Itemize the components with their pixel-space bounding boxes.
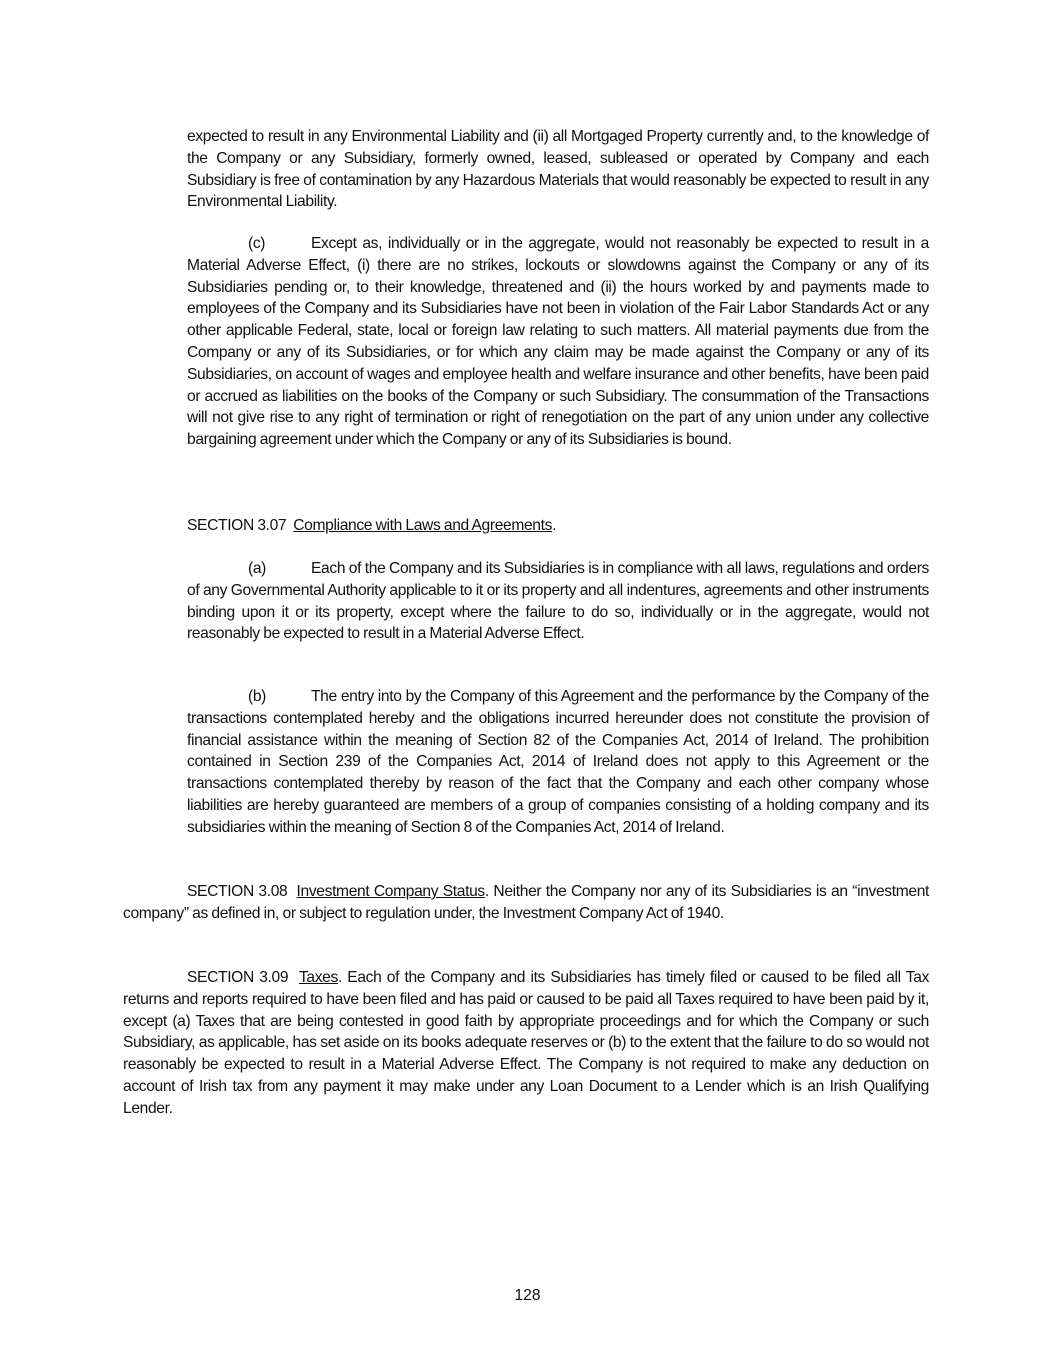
section-text: . Each of the Company and its Subsidiaries has timely filed or caused to be filed all Tax returns and reports required to have been filed and has paid or caused to be paid all Taxes required to have been paid by it, except (a) Taxes that are being contested in good faith by appropriate proceedings and for which the Company or such Subsidiary, as applicable, has set aside on its books adequate reserves or (b) to the extent that the failure to do so would not reasonably be expected to result in a Material Adverse Effect. The Company is not required to make any deduction on account of Irish tax from any payment it may make under any Loan Document to a Lender which is an Irish Qualifying Lender. — [123, 969, 930, 1117]
page-number: 128 — [514, 1287, 541, 1304]
section-title: Investment Company Status — [296, 883, 485, 900]
paragraph-text: Except as, individually or in the aggregate, would not reasonably be expected to result in a Material Adverse Effect, (i) there are no strikes, lockouts or slowdowns against the Company or any of its Subsidiaries pending or, to their knowledge, threatened and (ii) the hours worked by and payments made to employees of the Company and its Subsidiaries have not been in violation of the Fair Labor Standards Act or any other applicable Federal, state, local or foreign law relating to such matters. All material payments due from the Company or any of its Subsidiaries, or for which any claim may be made against the Company or any of its Subsidiaries, on account of wages and employee health and welfare insurance and other benefits, have been paid or accrued as liabilities on the books of the Company or such Subsidiary. The consummation of the Transactions will not give rise to any right of termination or right of renegotiation on the part of any union under any collective bargaining agreement under which the Company or any of its Subsidiaries is bound. — [187, 235, 929, 449]
paragraph-label: (a) — [248, 560, 267, 577]
paragraph-307a-compliance — [187, 558, 929, 645]
section-number: SECTION 3.08 — [187, 883, 288, 900]
paragraph-label: (b) — [248, 688, 267, 705]
section-title: Taxes — [298, 969, 338, 986]
section-text: . Neither the Company nor any of its Subsidiaries is an “investment company” as defined in, or subject to regulation under, the Investment Company Act of 1940. — [123, 883, 929, 922]
paragraph-307b-financial-assistance — [187, 686, 929, 839]
section-heading-307 — [187, 515, 556, 537]
paragraph-text: Each of the Company and its Subsidiaries is in compliance with all laws, regulations and orders of any Governmental Authority applicable to it or its property and all indentures, agreements and other instruments binding upon it or its property, except where the failure to do so, individually or in the aggregate, would not reasonably be expected to result in a Material Adverse Effect. — [187, 560, 929, 643]
section-number: SECTION 3.09 — [187, 969, 289, 986]
section-title-end: . — [552, 517, 557, 534]
paragraph-text: expected to result in any Environmental Liability and (ii) all Mortgaged Property currently and, to the knowledge of the Company or any Subsidiary, formerly owned, leased, subleased or operated by Company and each Subsidiary is free of contamination by any Hazardous Materials that would reasonably be expected to result in any Environmental Liability. — [187, 128, 929, 211]
section-title: Compliance with Laws and Agreements — [293, 517, 553, 534]
paragraph-environmental-tail — [187, 126, 929, 213]
section-number: SECTION 3.07 — [187, 517, 287, 534]
paragraph-c-labor — [187, 233, 929, 451]
paragraph-text: The entry into by the Company of this Agreement and the performance by the Company of the transactions contemplated hereby and the obligations incurred hereunder does not constitute the provision of financial assistance within the meaning of Section 82 of the Companies Act, 2014 of Ireland. The prohibition contained in Section 239 of the Companies Act, 2014 of Ireland does not apply to this Agreement or the transactions contemplated thereby by reason of the fact that the Company and each other company whose liabilities are hereby guaranteed are members of a group of companies consisting of a holding company and its subsidiaries within the meaning of Section 8 of the Companies Act, 2014 of Ireland. — [187, 688, 929, 836]
section-308-investment-company — [123, 881, 929, 925]
paragraph-label: (c) — [248, 235, 266, 252]
section-309-taxes — [123, 967, 929, 1120]
